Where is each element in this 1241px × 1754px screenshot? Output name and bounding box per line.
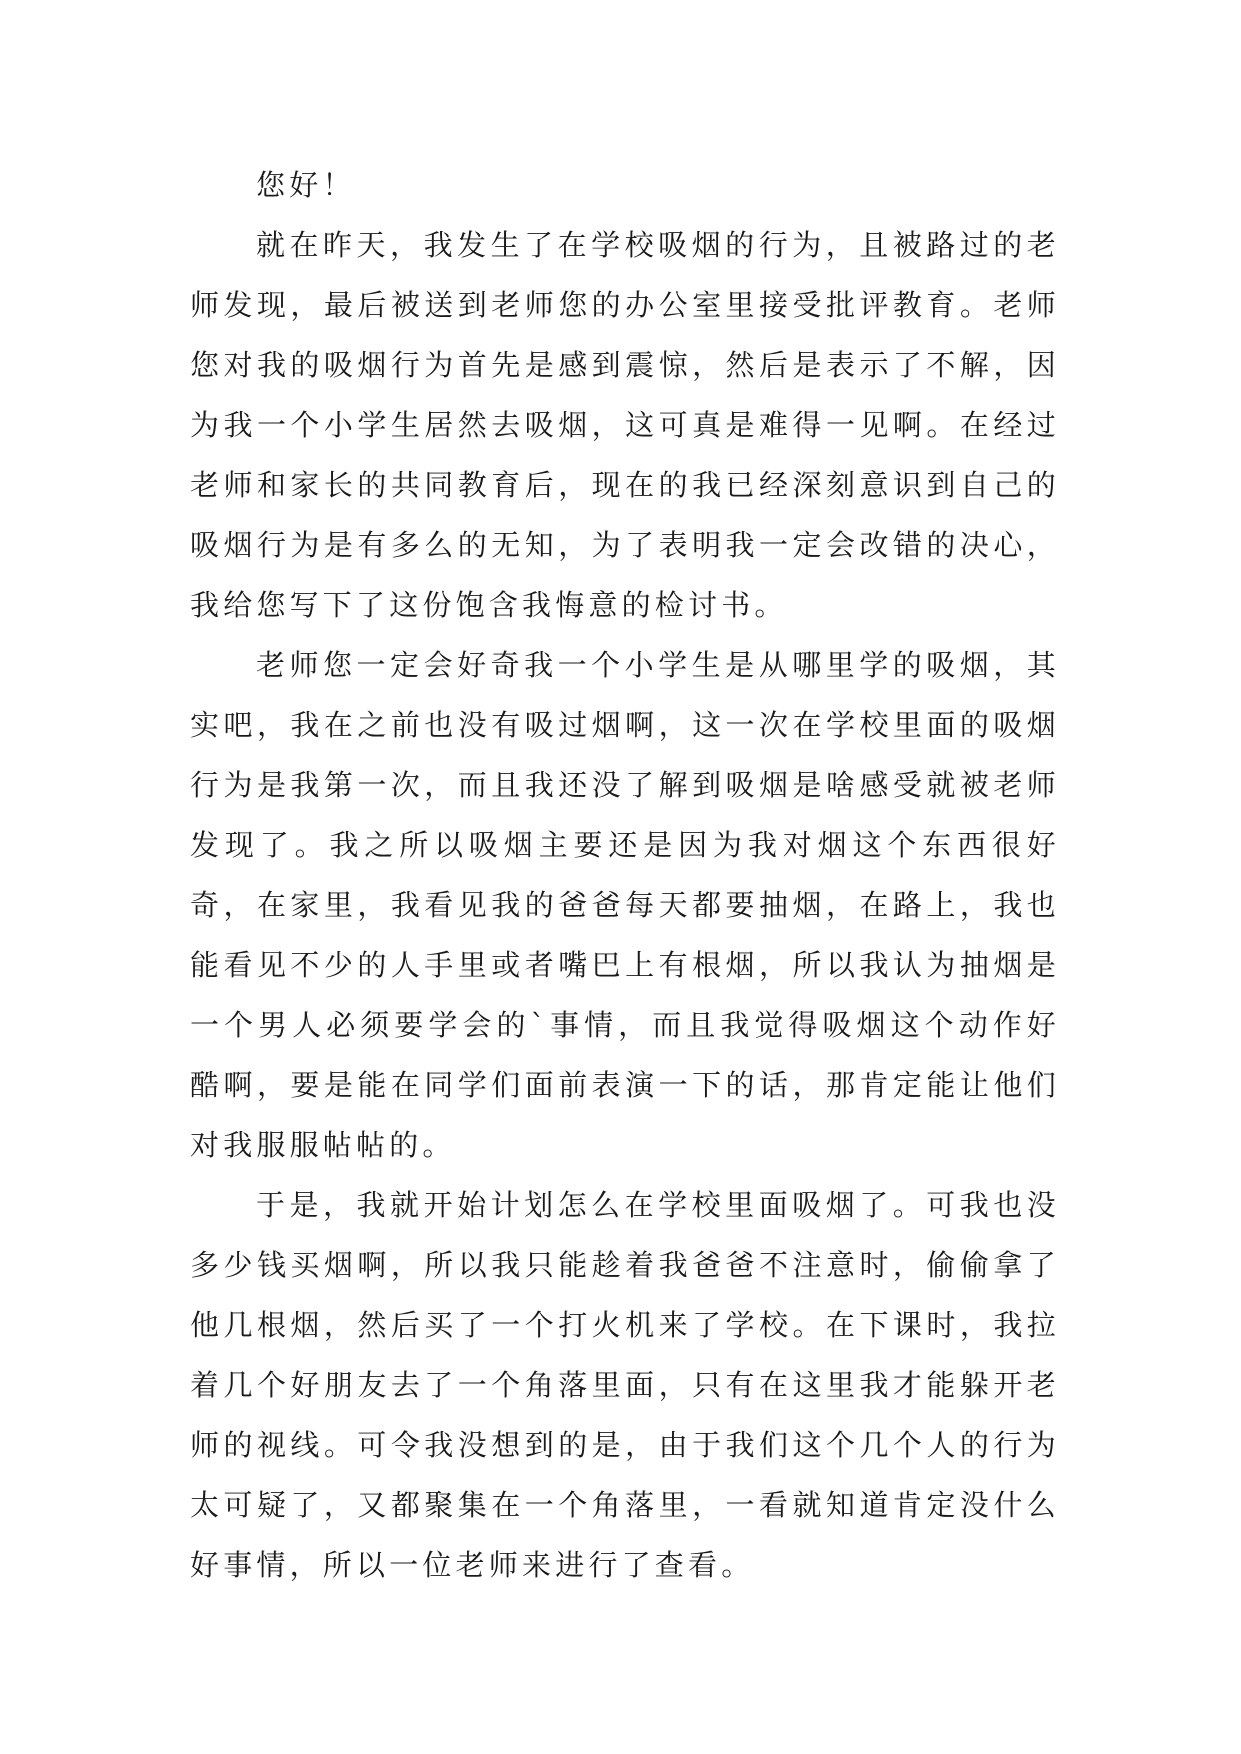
greeting-paragraph: 您好！ [256,168,356,202]
document-body [190,155,1060,1595]
body-paragraph-3: 于是，我就开始计划怎么在学校里面吸烟了。可我也没多少钱买烟啊，所以我只能趁着我爸爸不注意时，偷偷拿了他几根烟，然后买了一个打火机来了学校。在下课时，我拉着几个好朋友去了一个角落里面，只有在这里我才能躲开老师的视线。可令我没想到的是，由于我们这个几个人的行为太可疑了，又都聚集在一个角落里，一看就知道肯定没什么好事情，所以一位老师来进行了查看。 [190,1188,1060,1582]
body-paragraph-1: 就在昨天，我发生了在学校吸烟的行为，且被路过的老师发现，最后被送到老师您的办公室里接受批评教育。老师您对我的吸烟行为首先是感到震惊，然后是表示了不解，因为我一个小学生居然去吸烟，这可真是难得一见啊。在经过老师和家长的共同教育后，现在的我已经深刻意识到自己的吸烟行为是有多么的无知，为了表明我一定会改错的决心，我给您写下了这份饱含我悔意的检讨书。 [190,228,1060,622]
body-paragraph-2: 老师您一定会好奇我一个小学生是从哪里学的吸烟，其实吧，我在之前也没有吸过烟啊，这一次在学校里面的吸烟行为是我第一次，而且我还没了解到吸烟是啥感受就被老师发现了。我之所以吸烟主要还是因为我对烟这个东西很好奇，在家里，我看见我的爸爸每天都要抽烟，在路上，我也能看见不少的人手里或者嘴巴上有根烟，所以我认为抽烟是一个男人必须要学会的`事情，而且我觉得吸烟这个动作好酷啊，要是能在同学们面前表演一下的话，那肯定能让他们对我服服帖帖的。 [190,648,1060,1162]
